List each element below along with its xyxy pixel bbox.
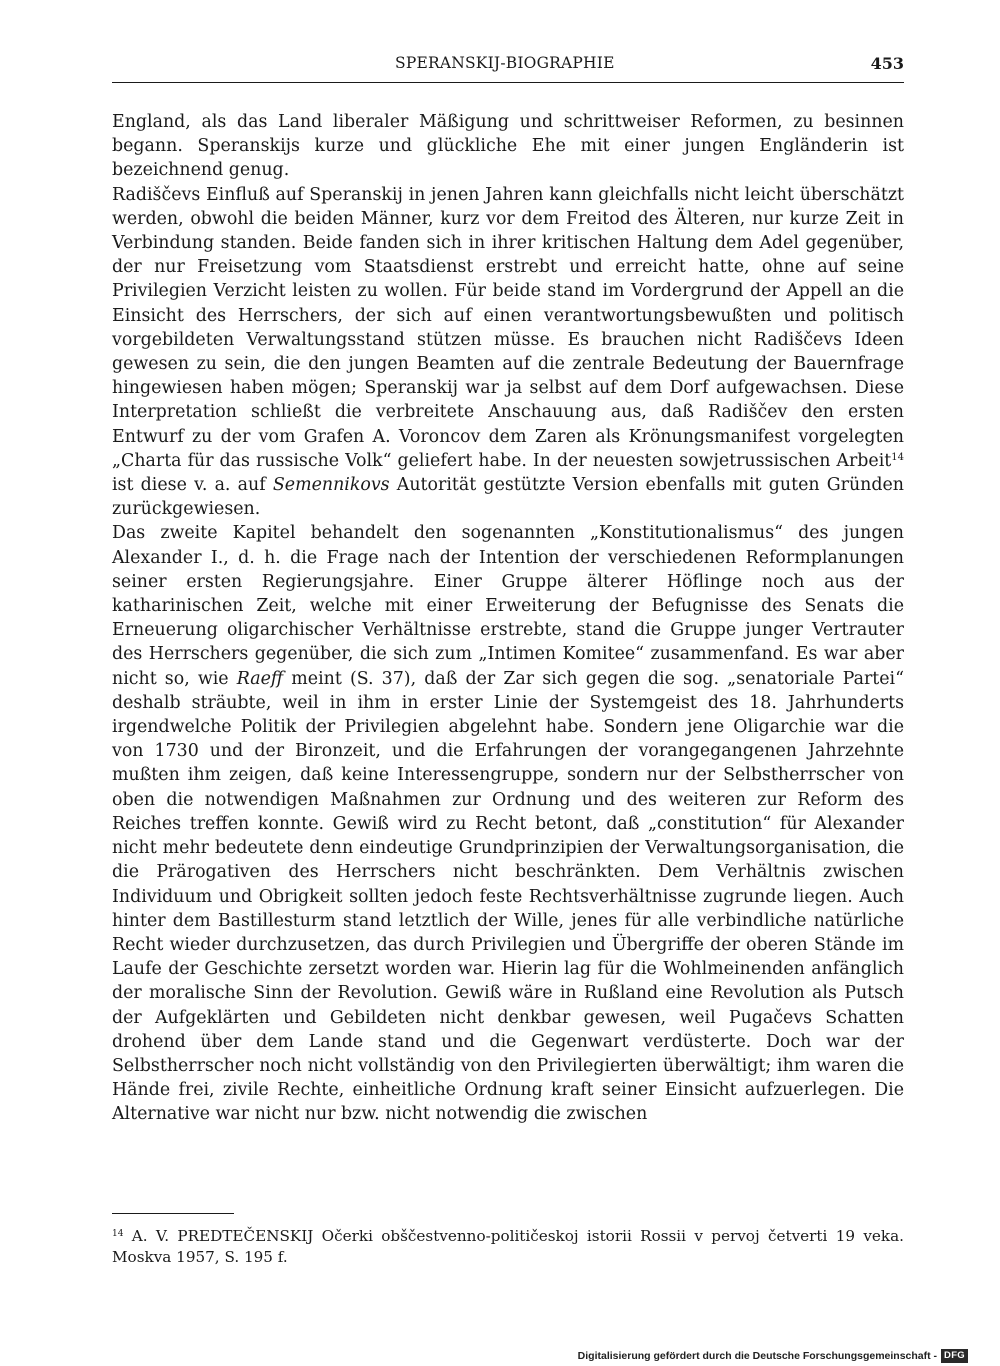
body-text [112, 110, 904, 1127]
paragraph-2-text-b: ist diese v. a. auf [112, 475, 273, 496]
footnote-text: A. V. PREDTEČENSKIJ Očerki obščestvenno-političeskoj istorii Rossii v pervoj četverti 19 veka. Moskva 1957, S. 195 f. [112, 1227, 904, 1266]
header-rule [112, 82, 904, 83]
paragraph-2 [112, 183, 904, 522]
funding-note [578, 1349, 968, 1363]
footnote-14 [112, 1226, 904, 1268]
author-name-raeff: Raeff [236, 668, 284, 689]
paragraph-2-text-a: Radiščevs Einfluß auf Speranskij in jenen Jahren kann gleichfalls nicht leicht überschätzt werden, obwohl die beiden Männer, kurz vor dem Freitod des Älteren, nur kurze Zeit in Verbindung standen. Beide fanden sich in ihrer kritischen Haltung dem Adel gegenüber, der nur Freisetzung vom Staatsdienst erstrebt und erreicht hatte, ohne auf seine Privilegien Verzicht leisten zu wollen. Für beide stand im Vordergrund der Appell an die Einsicht des Herrschers, der sich auf einen verantwortungsbewußten und politisch vorgebildeten Verwaltungsstand stützen müsse. Es brauchen nicht Radiščevs Ideen gewesen zu sein, die den jungen Beamten auf die zentrale Bedeutung der Bauernfrage hingewiesen haben mögen; Speranskij war ja selbst auf dem Dorf aufgewachsen. Diese Interpretation schließt die verbreitete Anschauung aus, daß Radiščev den ersten Entwurf zu der vom Grafen A. Voroncov dem Zaren als Krönungsmanifest vorgelegten „Charta für das russische Volk“ geliefert habe. In der neuesten sowjetrussischen Arbeit [112, 184, 904, 471]
paragraph-3-text-a: Das zweite Kapitel behandelt den sogenannten „Konstitutionalismus“ des jungen Alexander I., d. h. die Frage nach der Intention der verschiedenen Reformplanungen seiner ersten Regierungsjahre. Einer Gruppe älterer Höflinge noch aus der katharinischen Zeit, welche mit einer Erweiterung der Befugnisse des Senats die Erneuerung oligarchischer Verhältnisse erstrebte, stand die Gruppe junger Vertrauter des Herrschers gegenüber, die sich zum „Intimen Komitee“ zusammenfand. Es war aber nicht so, wie [112, 523, 904, 689]
paragraph-3-text-b: meint (S. 37), daß der Zar sich gegen die sog. „senatoriale Partei“ deshalb sträubte, weil in ihm in erster Linie der Systemgeist des 18. Jahrhunderts irgendwelche Politik der Privilegien abgelehnt habe. Sondern jene Oligarchie war die von 1730 und der Bironzeit, und die Erfahrungen der vorangegangenen Jahrzehnte mußten ihm zeigen, daß keine Interessengruppe, sondern nur der Selbstherrscher von oben die notwendigen Maßnahmen zur Ordnung und des weiteren zur Reform des Reiches treffen konnte. Gewiß wird zu Recht betont, daß „constitution“ für Alexander nicht mehr bedeutete denn eindeutige Grundprinzipien der Verwaltungsorganisation, die die Prärogativen des Herrschers nicht beschränkten. Dem Verhältnis zwischen Individuum und Obrigkeit sollten jedoch feste Rechtsverhältnisse zugrunde liegen. Auch hinter dem Bastillesturm stand letztlich der Wille, jenes für alle verbindliche natürliche Recht wieder durchzusetzen, das durch Privilegien und Übergriffe der oberen Stände im Laufe der Geschichte zersetzt worden war. Hierin lag für die Wohlmeinenden anfänglich der moralische Sinn der Revolution. Gewiß wäre in Rußland eine Revolution als Putsch der Aufgeklärten und Gebildeten nicht denkbar gewesen, weil Pugačevs Schatten drohend über dem Lande stand und die Gegenwart verdüsterte. Doch war der Selbstherrscher noch nicht vollständig von den Privilegierten überwältigt; ihm waren die Hände frei, zivile Rechte, einheitliche Ordnung kraft seiner Einsicht aufzuerlegen. Die Alternative war nicht nur bzw. nicht notwendig die zwischen [112, 668, 904, 1125]
paragraph-1: England, als das Land liberaler Mäßigung und schrittweiser Reformen, zu besinnen begann. Speranskijs kurze und glückliche Ehe mit einer jungen Engländerin ist bezeichnend genug. [112, 112, 904, 181]
dfg-logo: DFG [941, 1349, 968, 1363]
page-header [112, 54, 904, 84]
funding-text: Digitalisierung gefördert durch die Deutsche Forschungsgemeinschaft - [577, 1350, 938, 1362]
running-title: SPERANSKIJ-BIOGRAPHIE [395, 54, 615, 72]
footnote-reference: 14 [891, 451, 904, 463]
paragraph-2-text-c: Autorität gestützte Version ebenfalls mit guten Gründen zurückgewiesen. [112, 475, 904, 520]
footnote-rule [112, 1213, 234, 1214]
page-number: 453 [870, 54, 904, 73]
author-name-semennikov: Semennikovs [272, 475, 390, 496]
footnote-number: 14 [112, 1229, 124, 1239]
paragraph-3 [112, 521, 904, 1126]
